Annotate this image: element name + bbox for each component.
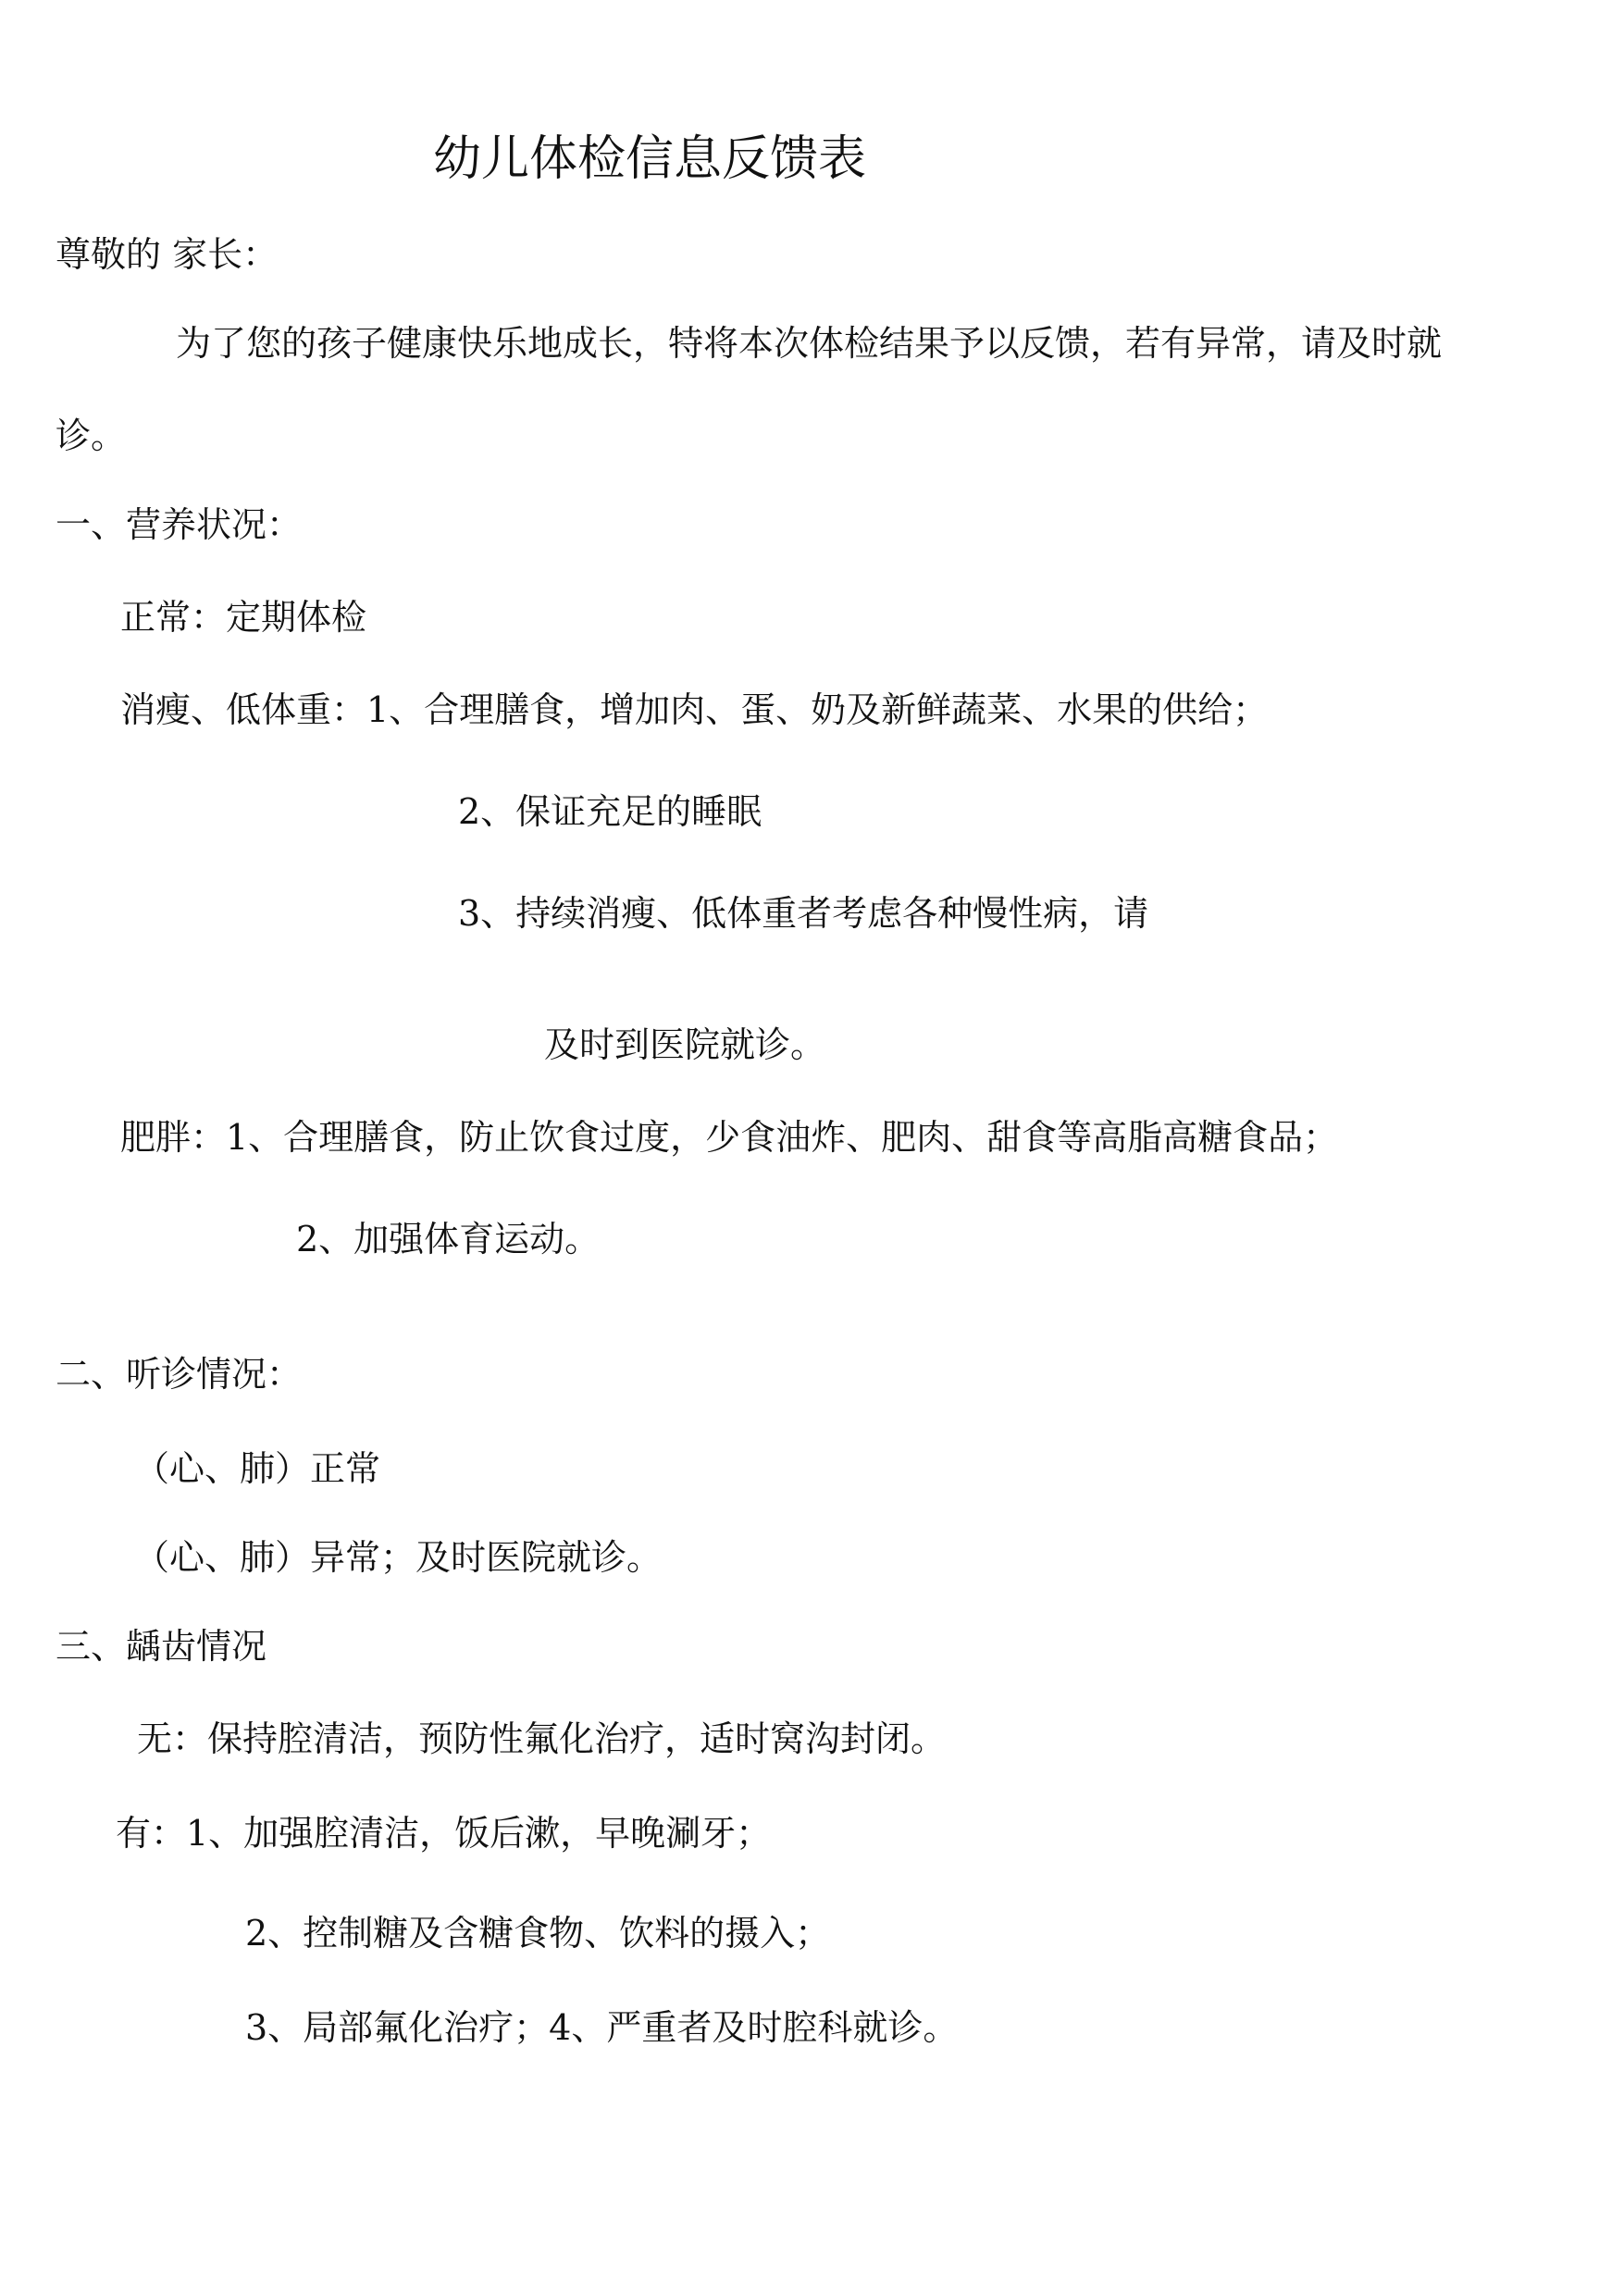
caries-none: 无：保持腔清洁，预防性氟化治疗，适时窝沟封闭。 [137, 1718, 947, 1759]
caries-yes-item-1: 有：1、加强腔清洁，饭后漱，早晚涮牙； [116, 1813, 772, 1854]
intro-line-1: 为了您的孩子健康快乐地成长，特将本次体检结果予以反馈，若有异常，请及时就 [176, 323, 1443, 364]
nutrition-thin-item-1: 消瘦、低体重：1、合理膳食，增加肉、蛋、奶及新鲜蔬菜、水果的供给； [120, 689, 1269, 730]
section-heading-caries: 三、龋齿情况 [56, 1626, 267, 1667]
auscultation-abnormal: （心、肺）异常；及时医院就诊。 [134, 1537, 663, 1578]
caries-yes-item-2: 2、控制糖及含糖食物、饮料的摄入； [245, 1913, 831, 1954]
nutrition-obese-item-1: 肥胖：1、合理膳食，防止饮食过度，少食油炸、肥肉、甜食等高脂高糖食品； [120, 1117, 1339, 1158]
nutrition-thin-item-3b: 及时到医院就诊。 [544, 1024, 826, 1065]
auscultation-normal: （心、肺）正常 [134, 1448, 381, 1489]
salutation: 尊敬的 家长： [56, 234, 279, 275]
section-heading-auscultation: 二、听诊情况： [56, 1354, 303, 1395]
page-title: 幼儿体检信息反馈表 [433, 131, 867, 187]
nutrition-obese-item-2: 2、加强体育运动。 [296, 1219, 601, 1259]
section-heading-nutrition: 一、营养状况： [56, 504, 303, 545]
caries-yes-item-3: 3、局部氟化治疗；4、严重者及时腔科就诊。 [245, 2007, 959, 2048]
nutrition-thin-item-2: 2、保证充足的睡眠 [458, 791, 762, 832]
nutrition-thin-item-3a: 3、持续消瘦、低体重者考虑各种慢性病，请 [458, 893, 1149, 934]
intro-line-2: 诊。 [56, 416, 127, 456]
nutrition-normal: 正常：定期体检 [120, 597, 367, 638]
